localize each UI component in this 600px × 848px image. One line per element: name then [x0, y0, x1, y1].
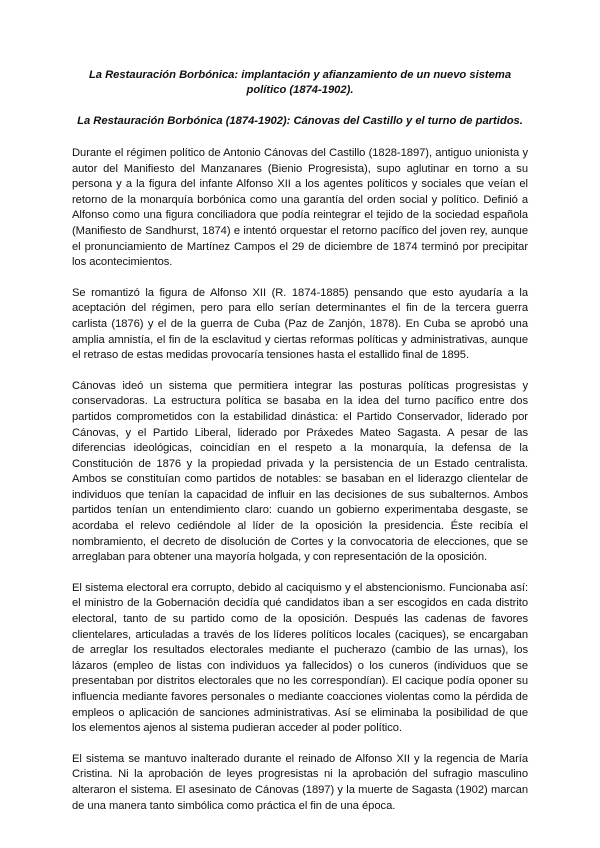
- paragraph-electoral-system: El sistema electoral era corrupto, debido al caciquismo y el abstencionismo. Funcionaba así: el ministro de la Gobernación decidía qué candidatos iban a ser escogidos en cada distrito electoral, tanto de su partido como de la oposición. Después las cadenas de favores clientelares, articuladas a través de los líderes políticos locales (caciques), se encargaban de arreglar los resultados electorales mediante el pucherazo (cambio de las urnas), los lázaros (empleo de listas con individuos ya fallecidos) o los cuneros (individuos que se presentaban por distritos electorales que no les correspondían). El cacique podía oponer su influencia mediante favores personales o mediante coacciones violentas como la pérdida de empleos o aplicación de sanciones administrativas. Así se eliminaba la posibilidad de que los elementos ajenos al sistema pudieran acceder al poder político.: [72, 581, 528, 735]
- paragraph-turno-pacifico: Cánovas ideó un sistema que permitiera integrar las posturas políticas progresistas y conservadoras. La estructura política se basaba en la idea del turno pacífico entre dos partidos comprometidos con la estabilidad dinástica: el Partido Conservador, liderado por Cánovas, y el Partido Liberal, liderado por Práxedes Mateo Sagasta. A pesar de las diferencias ideológicas, coincidían en el respeto a la monarquía, la defensa de la Constitución de 1876 y la propiedad privada y la persistencia de un Estado centralista. Ambos se constituían como partidos de notables: se basaban en el liderazgo clientelar de individuos que tenían la capacidad de influir en las decisiones de sus subalternos. Ambos partidos tenían un entendimiento claro: cuando un gobierno experimentaba desgaste, se acordaba el relevo cediéndole al líder de la oposición la presidencia. Éste recibía el nombramiento, el decreto de disolución de Cortes y la convocatoria de elecciones, que se arreglaban para obtener una mayoría holgada, y con representación de la oposición.: [72, 379, 528, 564]
- document-page: [72, 68, 528, 814]
- paragraph-alfonso-xii: Se romantizó la figura de Alfonso XII (R. 1874-1885) pensando que esto ayudaría a la aceptación del régimen, pero para ello serían determinantes el fin de la tercera guerra carlista (1876) y el de la guerra de Cuba (Paz de Zanjón, 1878). En Cuba se aprobó una amplia amnistía, el fin de la esclavitud y ciertas reformas políticas y administrativas, aunque el retraso de estas medidas provocaría tensiones hasta el estallido final de 1895.: [72, 286, 528, 362]
- paragraph-end-of-era: El sistema se mantuvo inalterado durante el reinado de Alfonso XII y la regencia de María Cristina. Ni la aprobación de leyes progresistas ni la aprobación del sufragio masculino alteraron el sistema. El asesinato de Cánovas (1897) y la muerte de Sagasta (1902) marcan de una manera tanto simbólica como práctica el fin de una época.: [72, 752, 528, 812]
- document-subtitle: La Restauración Borbónica (1874-1902): Cánovas del Castillo y el turno de partidos.: [77, 115, 523, 127]
- paragraph-canovas-regime: Durante el régimen político de Antonio Cánovas del Castillo (1828-1897), antiguo unionista y autor del Manifiesto del Manzanares (Bienio Progresista), supo aglutinar en torno a su persona y a la figura del infante Alfonso XII a los agentes políticos y sociales que veían el retorno de la monarquía borbónica como una garantía del orden social y político. Definió a Alfonso como una figura conciliadora que podía reintegrar el tejido de la sociedad española (Manifiesto de Sandhurst, 1874) e intentó orquestar el retorno pacífico del joven rey, aunque el pronunciamiento de Martínez Campos el 29 de diciembre de 1874 terminó por precipitar los acontecimientos.: [72, 147, 528, 269]
- document-title: La Restauración Borbónica: implantación y afianzamiento de un nuevo sistema político (1874-1902).: [88, 69, 512, 96]
